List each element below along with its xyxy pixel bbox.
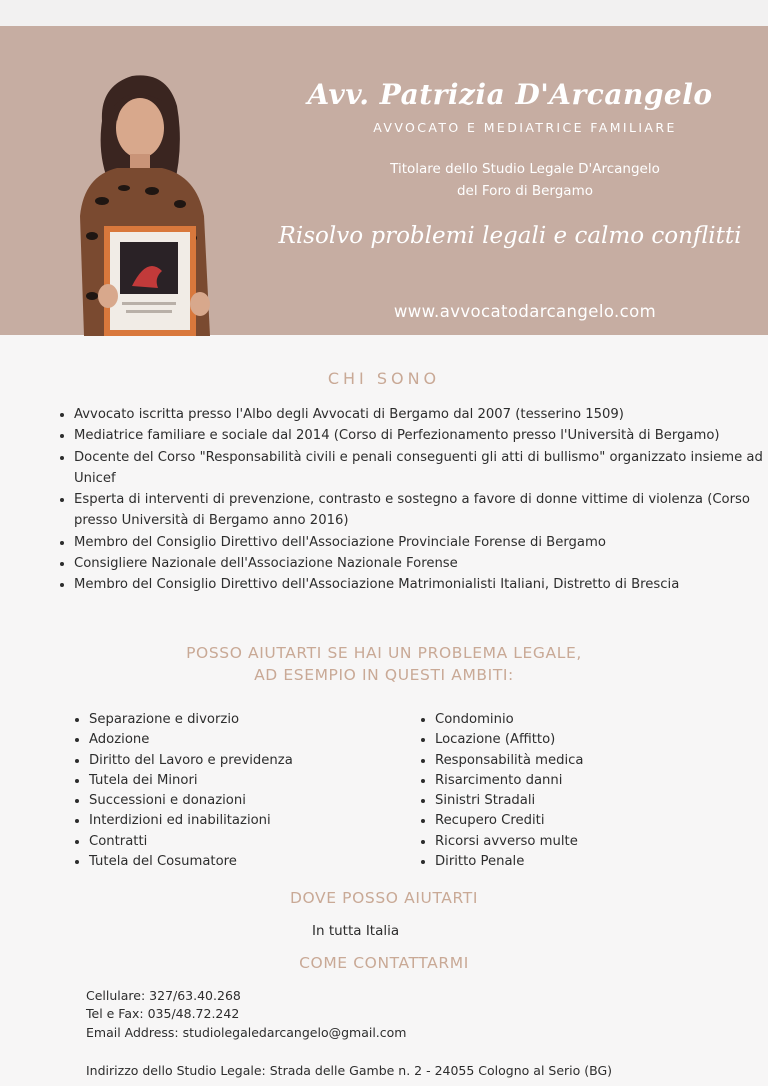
- list-item: • Adozione: [89, 730, 409, 750]
- list-item: • Responsabilità medica: [435, 751, 735, 771]
- list-item: • Contratti: [89, 832, 409, 852]
- list-item: • Locazione (Affitto): [435, 730, 735, 750]
- top-band: [0, 0, 768, 26]
- list-item: • Docente del Corso "Responsabilità civili e penali conseguenti gli atti di bullismo" organizzato insieme ad Unicef: [74, 447, 764, 490]
- tagline: Risolvo problemi legali e calmo conflitti: [278, 223, 742, 249]
- areas-title-line2: AD ESEMPIO IN QUESTI AMBITI:: [254, 666, 514, 684]
- about-title: CHI SONO: [327, 369, 441, 388]
- list-item: • Membro del Consiglio Direttivo dell'Associazione Provinciale Forense di Bergamo: [74, 532, 764, 553]
- where-title: DOVE POSSO AIUTARTI: [289, 889, 478, 907]
- address-text: Indirizzo dello Studio Legale: Strada delle Gambe n. 2 - 24055 Cologno al Serio (BG): [86, 1063, 613, 1078]
- list-item: • Mediatrice familiare e sociale dal 2014 (Corso di Perfezionamento presso l'Università di Bergamo): [74, 425, 764, 446]
- lawyer-name: Avv. Patrizia D'Arcangelo: [307, 78, 713, 111]
- where-text: In tutta Italia: [312, 923, 400, 939]
- list-item: • Risarcimento danni: [435, 771, 735, 791]
- list-item: • Membro del Consiglio Direttivo dell'Associazione Matrimonialisti Italiani, Distretto di Brescia: [74, 574, 764, 595]
- role-subtitle: AVVOCATO E MEDIATRICE FAMILIARE: [373, 120, 677, 135]
- bar-association-line: del Foro di Bergamo: [456, 183, 593, 199]
- phone-text: Cellulare: 327/63.40.268: [86, 988, 241, 1003]
- list-item: • Separazione e divorzio: [89, 710, 409, 730]
- areas-left-list: [74, 710, 409, 872]
- contact-title: COME CONTATTARMI: [299, 954, 469, 972]
- list-item: • Successioni e donazioni: [89, 791, 409, 811]
- website-link[interactable]: www.avvocatodarcangelo.com: [393, 302, 657, 321]
- list-item: • Ricorsi avverso multe: [435, 832, 735, 852]
- about-list: [56, 404, 764, 596]
- list-item: • Tutela del Cosumatore: [89, 852, 409, 872]
- list-item: • Esperta di interventi di prevenzione, contrasto e sostegno a favore di donne vittime di violenza (Corso presso Università di Bergamo anno 2016): [74, 489, 764, 532]
- list-item: • Recupero Crediti: [435, 811, 735, 831]
- list-item: • Sinistri Stradali: [435, 791, 735, 811]
- list-item: • Avvocato iscritta presso l'Albo degli Avvocati di Bergamo dal 2007 (tesserino 1509): [74, 404, 764, 425]
- list-item: • Interdizioni ed inabilitazioni: [89, 811, 409, 831]
- list-item: • Consigliere Nazionale dell'Associazione Nazionale Forense: [74, 553, 764, 574]
- list-item: • Tutela dei Minori: [89, 771, 409, 791]
- header-banner: [0, 26, 768, 335]
- list-item: • Diritto del Lavoro e previdenza: [89, 751, 409, 771]
- list-item: • Condominio: [435, 710, 735, 730]
- fax-text: Tel e Fax: 035/48.72.242: [86, 1006, 240, 1021]
- portrait-photo: [62, 66, 222, 336]
- areas-title-line1: POSSO AIUTARTI SE HAI UN PROBLEMA LEGALE,: [186, 644, 582, 662]
- areas-right-list: [420, 710, 735, 872]
- email-text: Email Address: studiolegaledarcangelo@gmail.com: [86, 1025, 407, 1040]
- list-item: • Diritto Penale: [435, 852, 735, 872]
- office-holder-line: Titolare dello Studio Legale D'Arcangelo: [390, 161, 660, 177]
